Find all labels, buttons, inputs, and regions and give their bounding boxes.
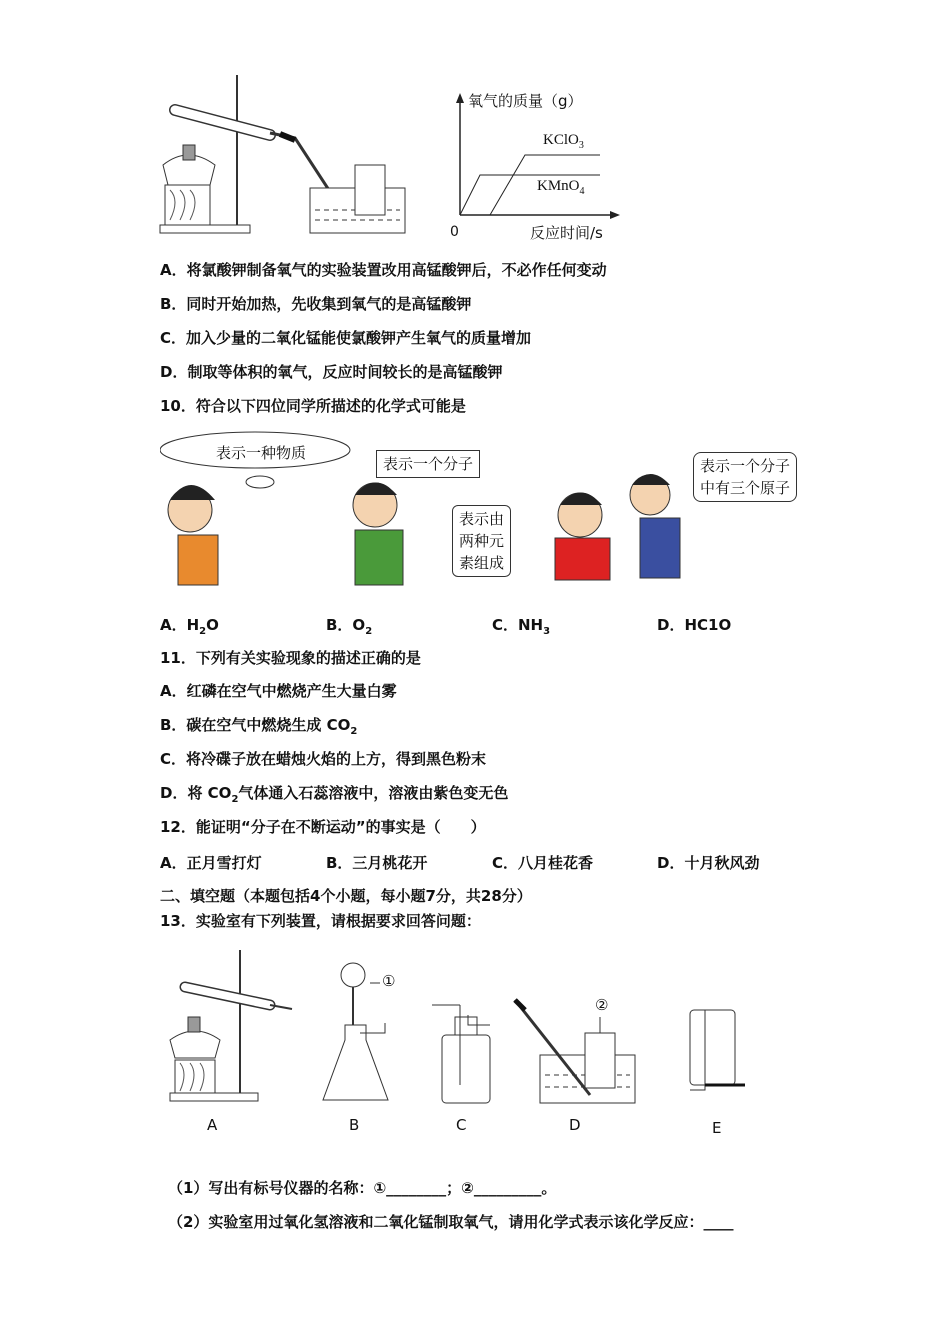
kclo3-label: KClO bbox=[543, 132, 579, 148]
q11-option-c: C．将冷碟子放在蜡烛火焰的上方，得到黑色粉末 bbox=[160, 750, 487, 768]
apparatus-c bbox=[432, 1005, 490, 1103]
apparatus-a bbox=[170, 950, 292, 1101]
apparatus-e bbox=[690, 1010, 745, 1090]
label-a: A bbox=[207, 1116, 218, 1134]
q11-option-b: B．碳在空气中燃烧生成 $CO_2$ bbox=[160, 716, 358, 737]
bubble-3-line-2: 两种元 bbox=[459, 532, 505, 550]
legend-kclo3 bbox=[543, 132, 584, 151]
label-e: E bbox=[712, 1119, 722, 1137]
q12-option-b: B．三月桃花开 bbox=[326, 854, 428, 872]
oxygen-apparatus-figure bbox=[155, 70, 455, 240]
speech-bubble-1: 表示一种物质 bbox=[216, 444, 307, 462]
bubble-4-line-1: 表示一个分子 bbox=[700, 457, 791, 475]
bubble-3-line-1: 表示由 bbox=[459, 510, 505, 528]
label-d: D bbox=[569, 1116, 581, 1134]
kmno4-sub: 4 bbox=[579, 186, 585, 197]
label-c: C bbox=[456, 1116, 467, 1134]
kmno4-label: KMnO bbox=[537, 178, 580, 194]
label-b: B bbox=[349, 1116, 360, 1134]
q10-stem: 10．符合以下四位同学所描述的化学式可能是 bbox=[160, 397, 466, 415]
apparatus-b bbox=[323, 963, 388, 1100]
legend-kmno4 bbox=[537, 178, 585, 197]
q11-option-d: D．将 $CO_2$气体通入石蕊溶液中，溶液由紫色变无色 bbox=[160, 784, 509, 805]
mark-1: ① bbox=[382, 972, 396, 990]
mark-2: ② bbox=[595, 996, 609, 1014]
q9-option-d: D．制取等体积的氧气，反应时间较长的是高锰酸钾 bbox=[160, 363, 503, 381]
bubble-4-line-2: 中有三个原子 bbox=[700, 479, 791, 497]
q12-option-c: C．八月桂花香 bbox=[492, 854, 594, 872]
bubble-3-line-3: 素组成 bbox=[459, 554, 505, 572]
q10-option-d: D．HC1O bbox=[657, 616, 732, 634]
graph-origin: 0 bbox=[450, 224, 459, 240]
q13-sub-2: （2）实验室用过氧化氢溶液和二氧化锰制取氧气，请用化学式表示该化学反应：____ bbox=[168, 1213, 734, 1231]
speech-bubble-3 bbox=[452, 505, 511, 577]
q13-stem: 13．实验室有下列装置，请根据要求回答问题： bbox=[160, 912, 481, 930]
q9-option-c: C．加入少量的二氧化锰能使氯酸钾产生氧气的质量增加 bbox=[160, 329, 532, 347]
q10-option-c: C．$NH_3$ bbox=[492, 616, 551, 637]
q10-option-a: A．$H_2O$ bbox=[160, 616, 219, 637]
section-2-heading: 二、填空题（本题包括4个小题，每小题7分，共28分） bbox=[160, 887, 532, 905]
q10-option-b: B．$O_2$ bbox=[326, 616, 373, 637]
q13-sub-1: （1）写出有标号仪器的名称：①________；②_________。 bbox=[168, 1179, 557, 1197]
speech-bubble-4 bbox=[693, 452, 797, 502]
q9-option-a: A．将氯酸钾制备氧气的实验装置改用高锰酸钾后，不必作任何变动 bbox=[160, 261, 607, 279]
apparatus-d bbox=[515, 1000, 635, 1103]
q11-option-a: A．红磷在空气中燃烧产生大量白雾 bbox=[160, 682, 397, 700]
q12-option-a: A．正月雪打灯 bbox=[160, 854, 262, 872]
q12-stem: 12．能证明“分子在不断运动”的事实是（ ） bbox=[160, 818, 486, 836]
graph-ylabel: 氧气的质量（g） bbox=[468, 92, 583, 110]
q11-stem: 11．下列有关实验现象的描述正确的是 bbox=[160, 649, 421, 667]
speech-bubble-2: 表示一个分子 bbox=[376, 450, 480, 478]
q9-option-b: B．同时开始加热，先收集到氧气的是高锰酸钾 bbox=[160, 295, 472, 313]
graph-xlabel: 反应时间/s bbox=[530, 224, 603, 242]
q12-option-d: D．十月秋风劲 bbox=[657, 854, 760, 872]
lab-apparatus-figure bbox=[160, 945, 760, 1110]
kclo3-sub: 3 bbox=[578, 140, 584, 151]
